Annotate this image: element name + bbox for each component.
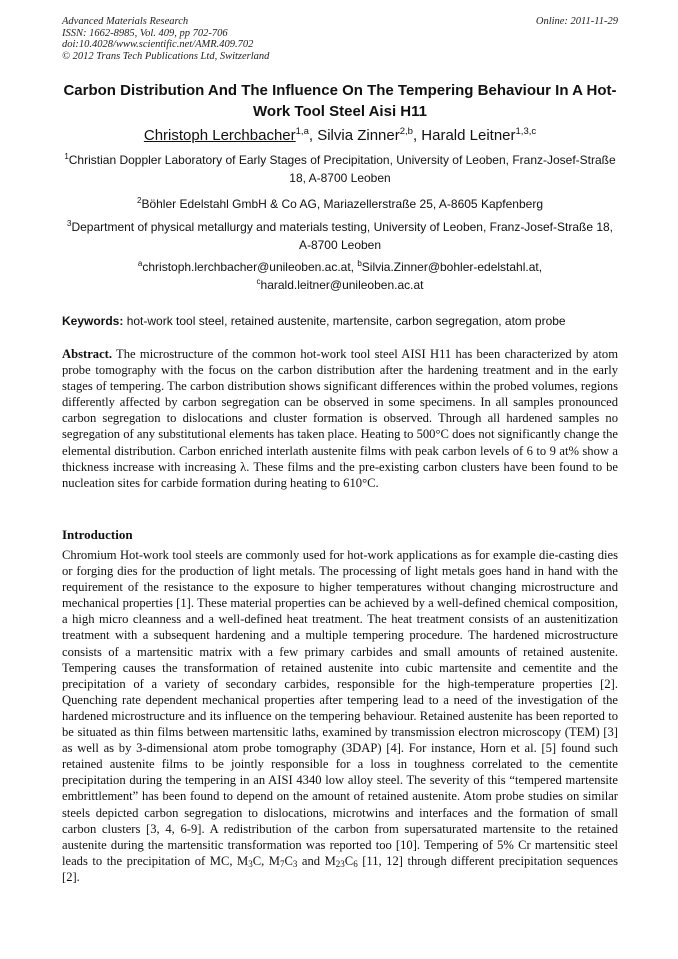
abstract	[62, 346, 618, 491]
affiliation-text: Böhler Edelstahl GmbH & Co AG, Mariazellerstraße 25, A-8605 Kapfenberg	[141, 197, 543, 211]
section-heading-introduction: Introduction	[62, 527, 133, 542]
introduction-body	[62, 547, 618, 885]
formula-text: and M	[297, 853, 336, 868]
online-date: Online: 2011-11-29	[535, 16, 618, 27]
author-name: Christoph Lerchbacher	[143, 127, 296, 144]
formula-subscript: 3	[292, 858, 298, 869]
email-list	[62, 259, 618, 295]
formula-subscript: 3	[248, 858, 253, 869]
author-separator: ,	[412, 127, 422, 144]
carbide-formula-line	[62, 854, 618, 884]
affiliation-3	[62, 219, 618, 254]
email-mark: a	[137, 259, 143, 268]
affiliation-mark: 2	[137, 196, 142, 205]
author-list	[62, 127, 618, 147]
affiliation-text: Christian Doppler Laboratory of Early Stages of Precipitation, University of Leoben, Franz-Josef-Straße 18, A-8700 Leoben	[68, 153, 616, 185]
introduction-text: Chromium Hot-work tool steels are commonly used for hot-work applications as for example die-casting dies or forging dies for the production of light metals. The processing of light metals goes hand in hand with the requirement of the resistance to the exposure to higher temperatures without changing microstructure and mechanical properties [1]. These material properties can be achieved by a well-defined chemical composition, a high micro cleanness and a well-defined heat treatment. The heat treatment consists of an austenitization treatment with a subsequent hardening and a multiple tempering procedure. The hardened microstructure consists of a martensitic matrix with a few primary carbides and small amounts of retained austenite. Tempering causes the transformation of retained austenite into cubic martensite and cementite and the precipitation of a variety of secondary carbides, responsible for the high-temperature properties [2]. Quenching rate dependent mechanical properties after tempering lead to a need of the investigation of the hardened microstructure and its influence on the tempering behaviour. Retained austenite has been reported to be situated as thin films between martensitic laths, examined by transmission electron microscopy (TEM) [3] as well as by 3-dimensional atom probe tomography (3DAP) [4]. For instance, Horn et al. [5] found such retained austenite films to be jointly responsible for a loss in toughness correlated to the cementite precipitation during the tempering in an AISI 4340 low alloy steel. The severity of this “tempered martensite embrittlement” has been found to depend on the amount of retained austenite. Atom probe studies on similar steels depicted carbon segregation to dislocations, microtwins and interfaces and the formation of small carbon clusters [3, 4, 6-9]. A redistribution of the carbon from supersaturated martensite to the retained austenite during the martensitic transformation was reported too [10]. Tempering of 5% Cr martensitic steel leads to the	[62, 548, 618, 868]
author-affiliation-mark: 2,b	[399, 126, 413, 137]
affiliation-text: Department of physical metallurgy and materials testing, University of Leoben, Franz-Josef-Straße 18, A-8700 Leoben	[71, 220, 614, 252]
issn-line: ISSN: 1662-8985, Vol. 409, pp 702-706	[62, 27, 228, 39]
affiliation-mark: 3	[66, 219, 72, 228]
affiliation-2	[62, 196, 618, 214]
email-address[interactable]: harald.leitner@unileoben.ac.at	[260, 278, 424, 292]
email-mark: b	[357, 259, 362, 268]
paper-title: Carbon Distribution And The Influence On The Tempering Behaviour In A Hot-Work Tool Steel Aisi H11	[63, 82, 617, 120]
abstract-label: Abstract.	[62, 347, 113, 361]
author-affiliation-mark: 1,a	[295, 126, 309, 137]
abstract-text: The microstructure of the common hot-work tool steel AISI H11 has been characterized by atom probe tomography with the focus on the carbon distribution after the hardening treatment and in the early stages of tempering. The carbon distribution shows significant differences within the probed volumes, regions differently affected by carbon segregation can be observed in some specimens. In all samples pronounced carbon segregation to dislocations and cluster formation is observed. Through all hardened samples no segregation of any substitutional elements has taken place. Heating to 500°C does not significantly change the elemental distribution. Carbon enriched interlath austenite films with peak carbon levels of 6 to 9 at% show a thickness increase with increasing λ. These films and the pre-existing carbon clusters have been found to be nucleation sites for carbide formation during heating to 610°C.	[62, 347, 618, 490]
keywords-text: hot-work tool steel, retained austenite, martensite, carbon segregation, atom probe	[123, 314, 566, 328]
formula-subscript: 6	[353, 858, 358, 869]
keywords-label: Keywords:	[62, 314, 124, 328]
affiliation-1	[62, 152, 618, 187]
copyright-line: © 2012 Trans Tech Publications Ltd, Switzerland	[62, 50, 270, 62]
keywords	[62, 313, 618, 329]
author-name: Silvia Zinner	[317, 127, 400, 144]
author-name: Harald Leitner	[421, 127, 516, 144]
author-separator: ,	[308, 127, 318, 144]
email-address[interactable]: christoph.lerchbacher@unileoben.ac.at,	[142, 260, 358, 274]
email-address[interactable]: Silvia.Zinner@bohler-edelstahl.at,	[361, 260, 543, 274]
formula-text: C	[344, 853, 354, 868]
journal-name: Advanced Materials Research	[62, 16, 189, 27]
formula-subscript: 7	[279, 858, 285, 869]
author-affiliation-mark: 1,3,c	[515, 126, 537, 137]
journal-header	[62, 16, 618, 62]
affiliation-mark: 1	[64, 152, 69, 161]
formula-text: [11, 12] through different precipitation sequences [2].	[62, 853, 618, 884]
formula-text: C, M	[252, 853, 280, 868]
doi-line: doi:10.4028/www.scientific.net/AMR.409.702	[62, 39, 254, 50]
formula-text: C	[284, 853, 293, 868]
email-mark: c	[256, 277, 261, 286]
formula-subscript: 23	[335, 858, 345, 869]
formula-text: precipitation of MC, M	[126, 853, 249, 868]
